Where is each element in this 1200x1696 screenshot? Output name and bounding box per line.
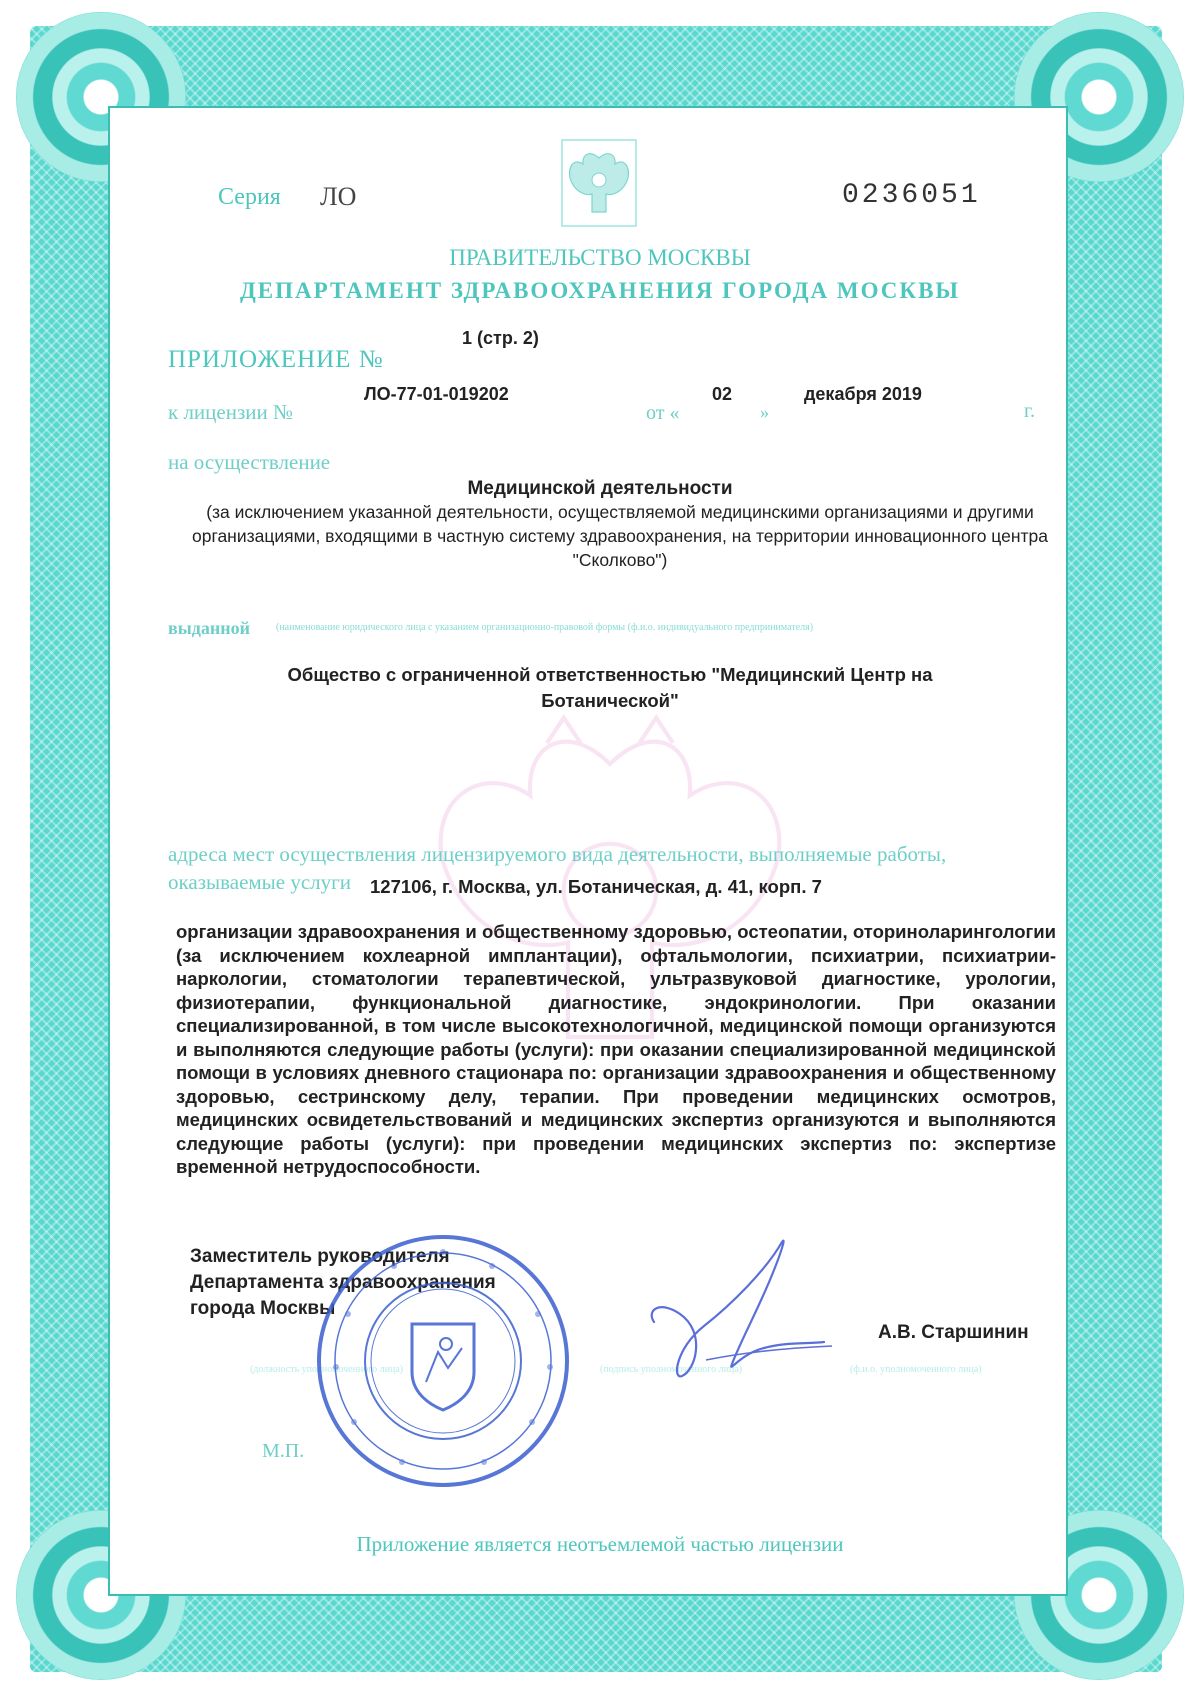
activity-title: Медицинской деятельности — [467, 478, 733, 499]
issued-hint: (наименование юридического лица с указанием организационно-правовой формы (ф.и.о. индивидуального предпринимателя) — [276, 622, 814, 633]
date-quote-close: » — [760, 402, 769, 422]
signer-name: А.В. Старшинин — [878, 1322, 1029, 1343]
services-text: организации здравоохранения и общественному здоровью, остеопатии, оториноларингологии (за исключением кохлеарной имплантации), офтальмологии, психиатрии, психиатрии-наркологии, стоматологии терапевтической, ультразвуковой диагностике, урологии, физиотерапии, функциональной диагностике, эндокринологии. При оказании специализированной, в том числе высокотехнологичной, медицинской помощи организуются и выполняются следующие работы (услуги): при оказании специализированной медицинской помощи в условиях дневного стационара по: организации здравоохранения и общественному здоровью, сестринскому делу, терапии. При проведении медицинских осмотров, медицинских освидетельствований и медицинских экспертиз организуются и выполняются следующие работы (услуги): при проведении медицинских экспертиз по: экспертизе временной нетрудоспособности. — [176, 921, 1056, 1177]
appendix-number: 1 (стр. 2) — [462, 328, 539, 348]
department-heading: ДЕПАРТАМЕНТ ЗДРАВООХРАНЕНИЯ ГОРОДА МОСКВЫ — [239, 278, 960, 303]
address-value: 127106, г. Москва, ул. Ботаническая, д. 41, корп. 7 — [370, 876, 822, 897]
seal-place-label: М.П. — [262, 1440, 305, 1462]
footer-note: Приложение является неотъемлемой частью лицензии — [356, 1532, 844, 1556]
organization-name: Общество с ограниченной ответственностью "Медицинский Центр на Ботанической" — [287, 664, 933, 711]
activity-note: (за исключением указанной деятельности, осуществляемой медицинскими организациями и другими организациями, входящими в частную систему здравоохранения, на территории инновационного центра "Сколково") — [191, 502, 1048, 570]
coat-of-arms-icon — [560, 138, 638, 228]
license-month-year: декабря 2019 — [804, 384, 922, 404]
signer-title: Заместитель руководителя Департамента здравоохранения города Москвы — [190, 1246, 496, 1319]
license-day: 02 — [712, 384, 733, 404]
hint-position: (должность уполномоченного лица) — [250, 1364, 404, 1375]
issued-label: выданной — [168, 618, 250, 638]
handwritten-signature-icon — [636, 1230, 836, 1390]
date-from-label: от « — [646, 402, 680, 424]
license-label: к лицензии № — [168, 400, 294, 424]
hint-signature: (подпись уполномоченного лица) — [600, 1364, 743, 1375]
address-label: адреса мест осуществления лицензируемого вида деятельности, выполняемые работы, оказываемые услуги — [168, 842, 947, 894]
license-number: ЛО-77-01-019202 — [364, 384, 509, 404]
series-value: ЛО — [320, 182, 357, 211]
series-label: Серия — [218, 184, 281, 210]
year-suffix: г. — [1024, 400, 1035, 422]
activity-label: на осуществление — [168, 450, 331, 474]
form-number: 0236051 — [842, 180, 981, 211]
hint-name: (ф.и.о. уполномоченного лица) — [850, 1364, 982, 1375]
government-heading: ПРАВИТЕЛЬСТВО МОСКВЫ — [449, 245, 751, 270]
official-stamp-icon — [314, 1232, 572, 1490]
appendix-label: ПРИЛОЖЕНИЕ № — [168, 346, 384, 373]
